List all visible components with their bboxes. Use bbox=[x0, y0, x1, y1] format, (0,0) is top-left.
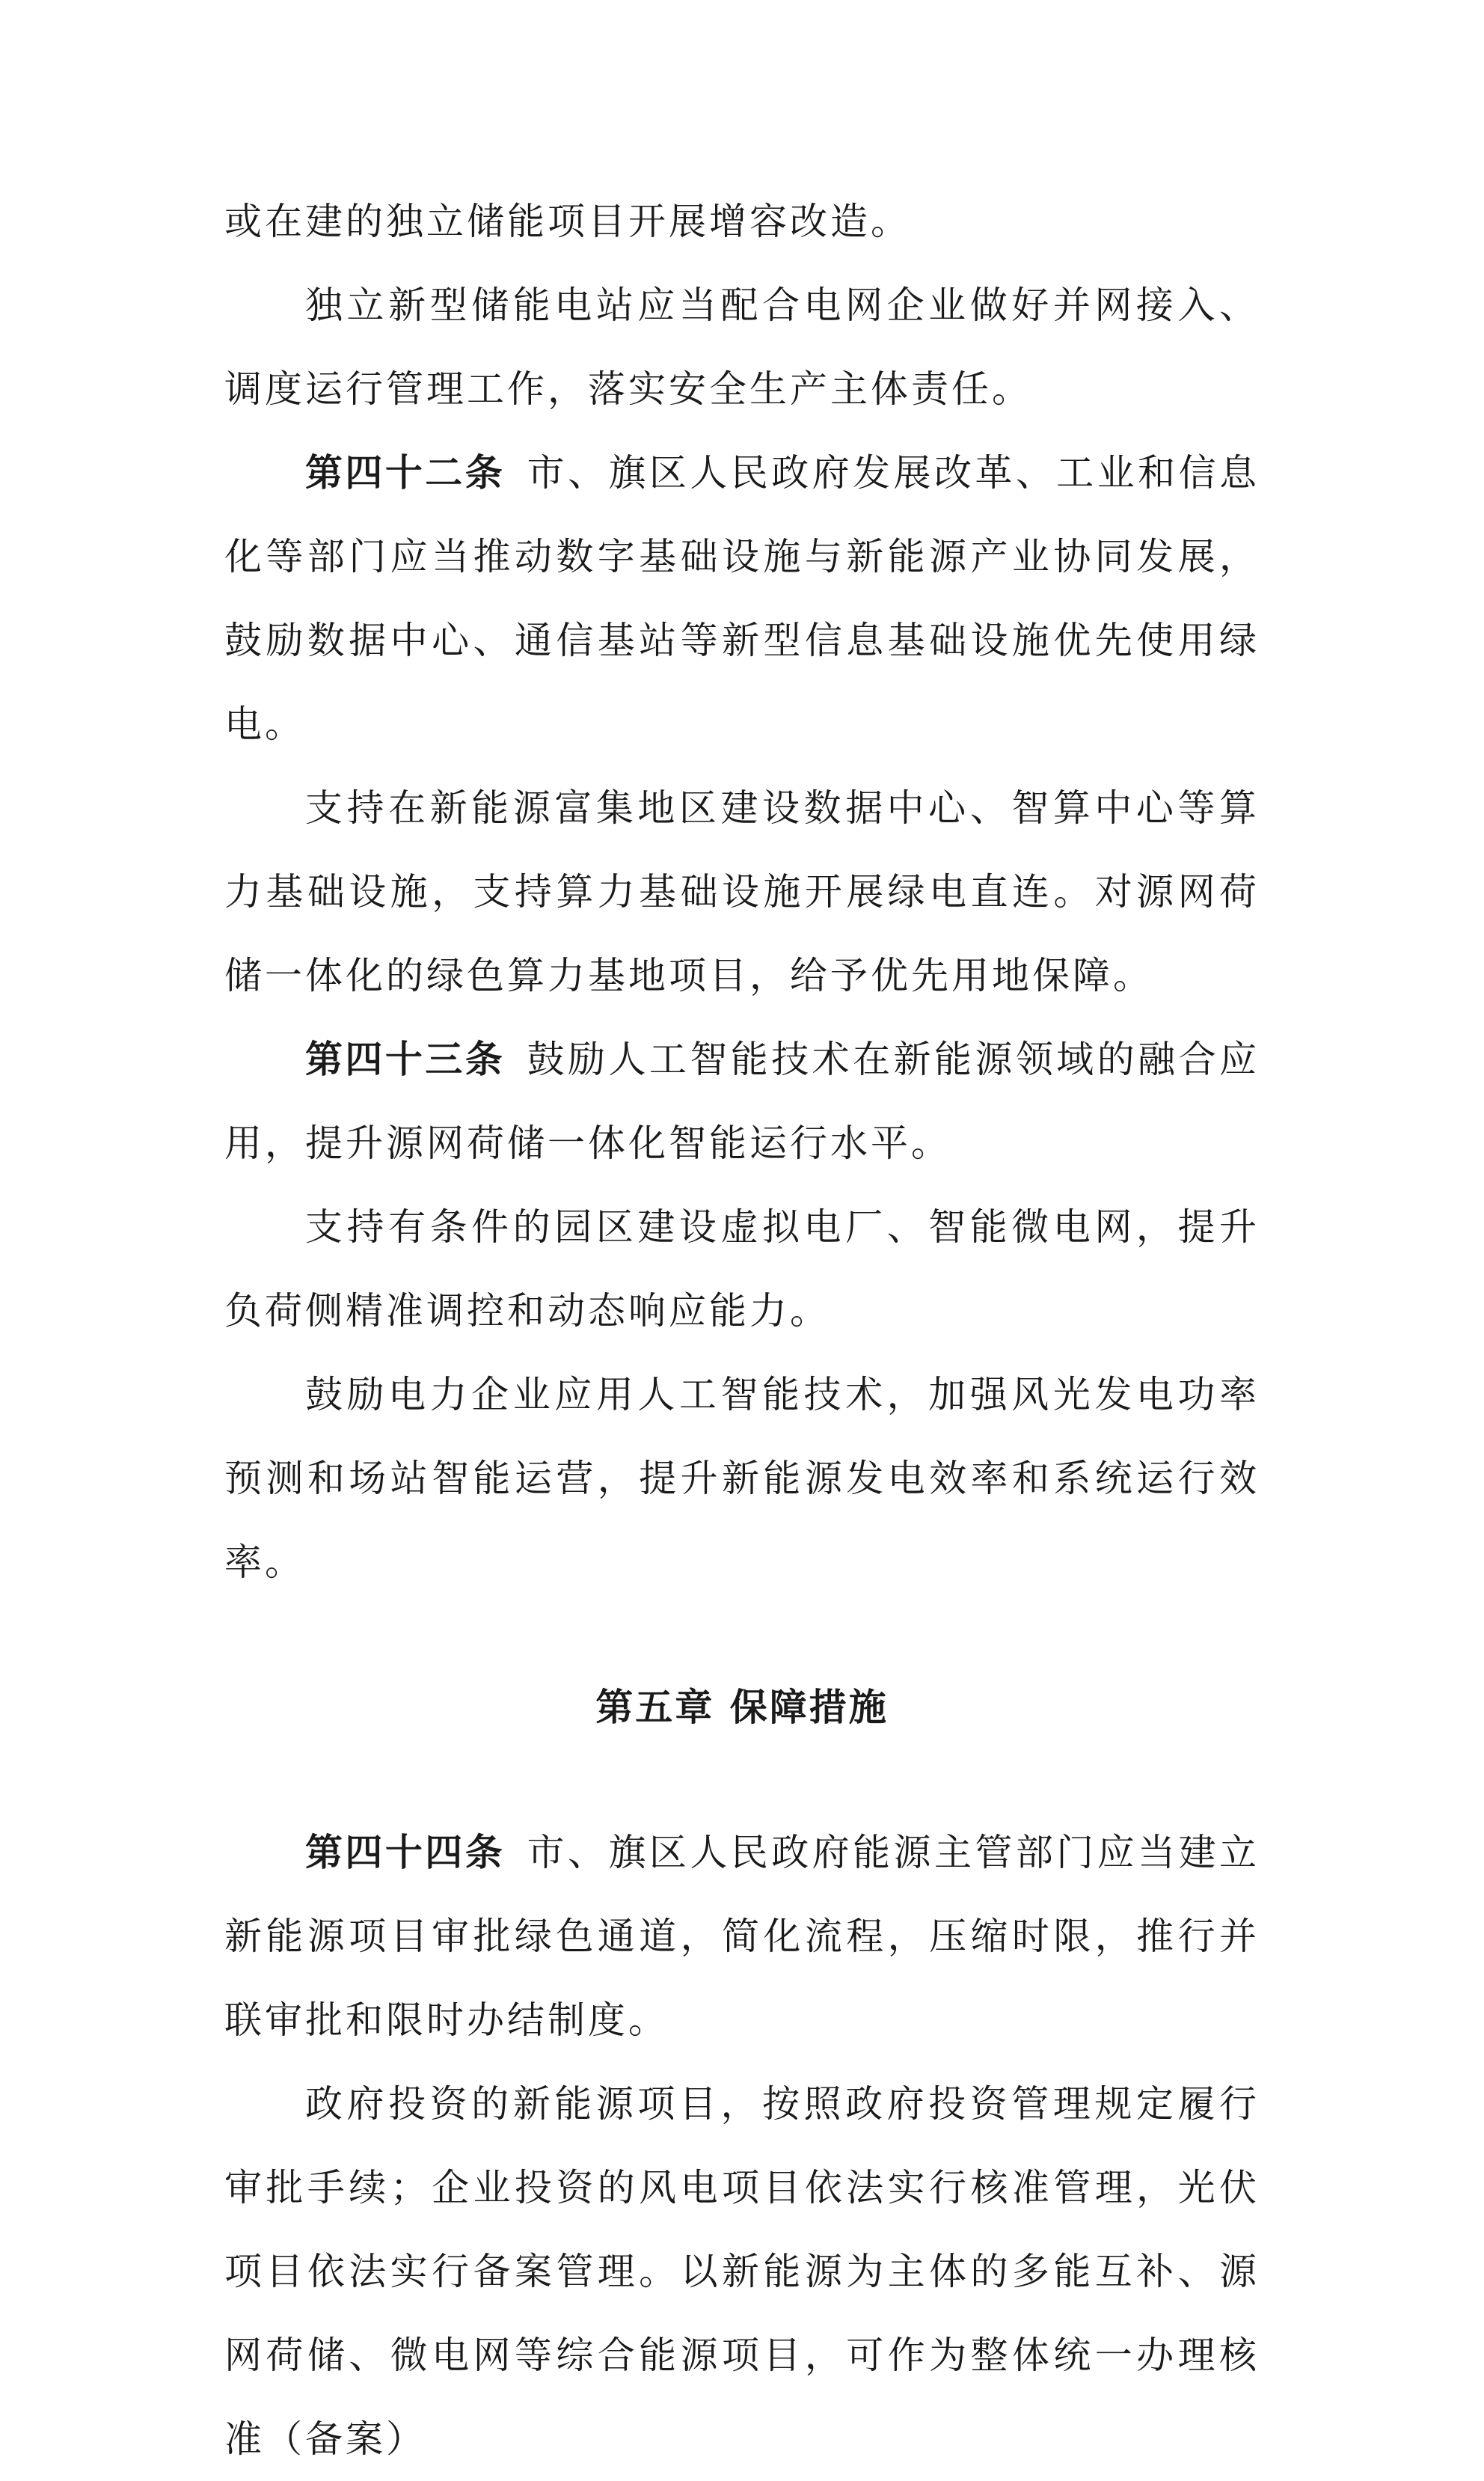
document-body bbox=[224, 180, 1260, 2481]
paragraph-text: 支持在新能源富集地区建设数据中心、智算中心等算力基础设施，支持算力基础设施开展绿电直连。对源网荷储一体化的绿色算力基地项目，给予优先用地保障。 bbox=[224, 786, 1260, 997]
article-42 bbox=[224, 431, 1260, 766]
paragraph-text: 鼓励人工智能技术在新能源领域的融合应用，提升源网荷储一体化智能运行水平。 bbox=[224, 1038, 1260, 1165]
article-number: 第四十二条 bbox=[305, 451, 506, 495]
paragraph-2 bbox=[224, 263, 1260, 431]
article-number: 第四十三条 bbox=[305, 1038, 506, 1081]
paragraph-text: 市、旗区人民政府能源主管部门应当建立新能源项目审批绿色通道，简化流程，压缩时限，推行并联审批和限时办结制度。 bbox=[224, 1831, 1260, 2042]
chapter-title: 第五章 保障措施 bbox=[595, 1686, 889, 1729]
paragraph-6 bbox=[224, 1185, 1260, 1353]
article-43 bbox=[224, 1018, 1260, 1185]
paragraph-4 bbox=[224, 766, 1260, 1018]
paragraph-7 bbox=[224, 1353, 1260, 1604]
paragraph-text: 支持有条件的园区建设虚拟电厂、智能微电网，提升负荷侧精准调控和动态响应能力。 bbox=[224, 1205, 1260, 1333]
article-number: 第四十四条 bbox=[305, 1831, 506, 1874]
paragraph-text: 独立新型储能电站应当配合电网企业做好并网接入、调度运行管理工作，落实安全生产主体责任。 bbox=[224, 284, 1260, 411]
paragraph-text: 或在建的独立储能项目开展增容改造。 bbox=[224, 200, 911, 243]
article-44 bbox=[224, 1811, 1260, 2062]
paragraph-text: 市、旗区人民政府发展改革、工业和信息化等部门应当推动数字基础设施与新能源产业协同发展，鼓励数据中心、通信基站等新型信息基础设施优先使用绿电。 bbox=[224, 451, 1260, 746]
paragraph-9 bbox=[224, 2062, 1260, 2481]
paragraph-text: 政府投资的新能源项目，按照政府投资管理规定履行审批手续；企业投资的风电项目依法实行核准管理，光伏项目依法实行备案管理。以新能源为主体的多能互补、源网荷储、微电网等综合能源项目，可作为整体统一办理核准（备案） bbox=[224, 2082, 1260, 2461]
paragraph-1 bbox=[224, 180, 1260, 263]
paragraph-text: 鼓励电力企业应用人工智能技术，加强风光发电功率预测和场站智能运营，提升新能源发电效率和系统运行效率。 bbox=[224, 1373, 1260, 1584]
